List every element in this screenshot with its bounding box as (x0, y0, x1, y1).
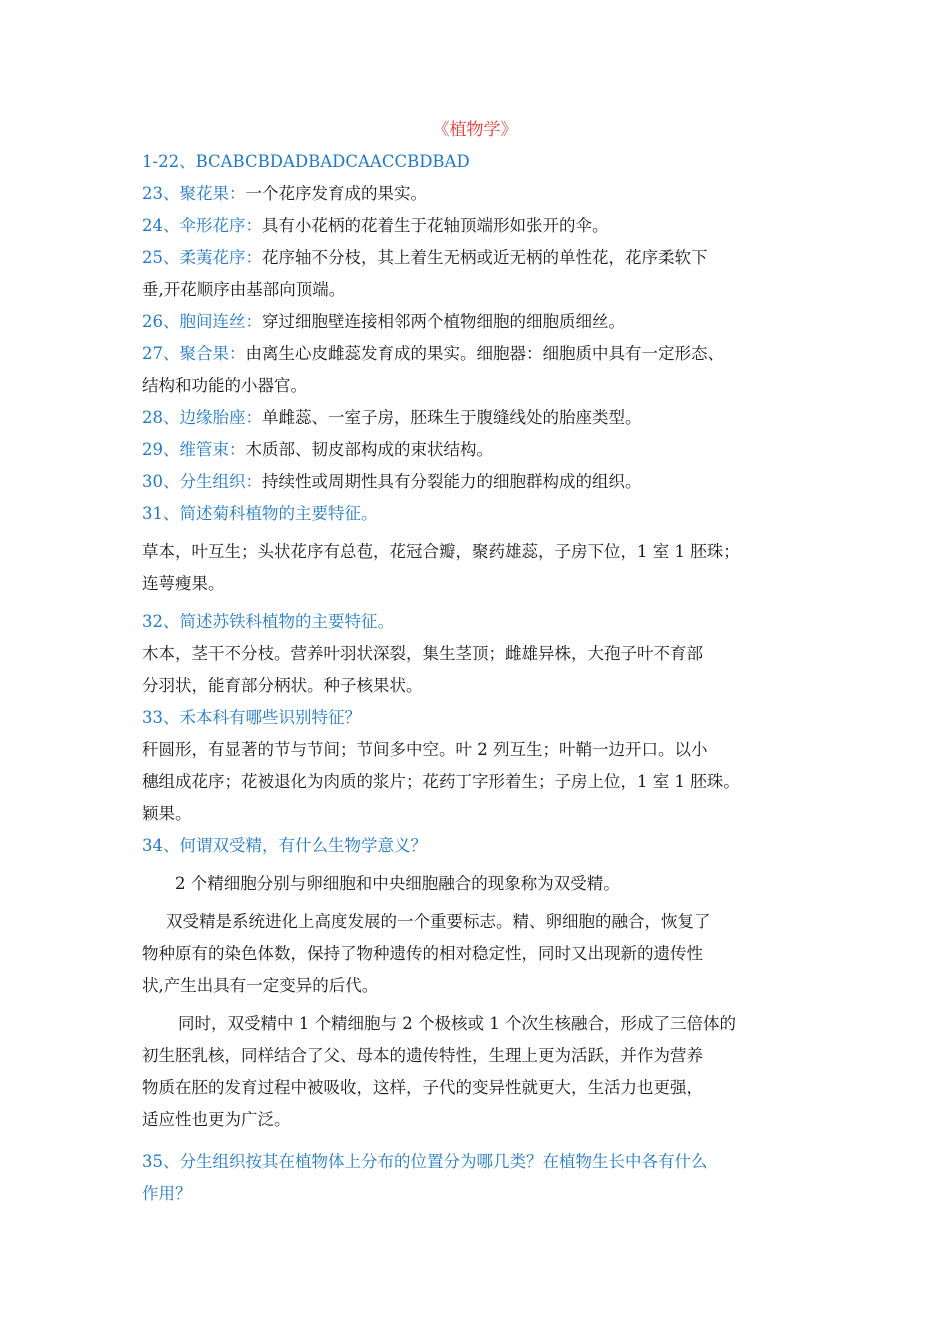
term-26 (142, 306, 822, 338)
term-label: 30、分生组织： (142, 472, 262, 491)
answer-34-paragraph-2-line-3: 状,产生出具有一定变异的后代。 (142, 976, 379, 995)
term-label: 27、聚合果： (142, 344, 246, 363)
answer-33-line-3: 颖果。 (142, 804, 192, 823)
term-25 (142, 242, 822, 274)
answer-32-line-2: 分羽状，能育部分柄状。种子核果状。 (142, 676, 423, 695)
term-definition: 花序轴不分枝，其上着生无柄或近无柄的单性花，花序柔软下 (262, 248, 708, 267)
answer-34-paragraph-3-line-3: 物质在胚的发育过程中被吸收，这样，子代的变异性就更大，生活力也更强， (142, 1078, 703, 1097)
answer-33-line-1: 秆圆形，有显著的节与节间；节间多中空。叶 2 列互生；叶鞘一边开口。以小 (142, 740, 708, 759)
term-definition: 单雌蕊、一室子房，胚珠生于腹缝线处的胎座类型。 (262, 408, 642, 427)
term-25-continued: 垂,开花顺序由基部向顶端。 (142, 280, 346, 299)
term-24 (142, 210, 822, 242)
term-23 (142, 178, 822, 210)
question-32: 32、简述苏铁科植物的主要特征。 (142, 612, 394, 631)
term-label: 26、胞间连丝： (142, 312, 262, 331)
question-33: 33、禾本科有哪些识别特征？ (142, 708, 361, 727)
term-definition: 具有小花柄的花着生于花轴顶端形如张开的伞。 (262, 216, 609, 235)
term-definition: 木质部、韧皮部构成的束状结构。 (245, 440, 493, 459)
answer-34-paragraph-1: 2 个精细胞分别与卵细胞和中央细胞融合的现象称为双受精。 (175, 874, 620, 893)
answer-32-line-1: 木本，茎干不分枝。营养叶羽状深裂，集生茎顶；雌雄异株，大孢子叶不育部 (142, 644, 703, 663)
term-definition: 一个花序发育成的果实。 (245, 184, 427, 203)
term-28 (142, 402, 822, 434)
term-label: 23、聚花果： (142, 184, 246, 203)
term-label: 28、边缘胎座： (142, 408, 262, 427)
term-label: 29、维管束： (142, 440, 246, 459)
term-27-continued: 结构和功能的小器官。 (142, 376, 307, 395)
term-label: 24、伞形花序： (142, 216, 262, 235)
answer-34-paragraph-3-line-4: 适应性也更为广泛。 (142, 1110, 291, 1129)
term-29 (142, 434, 822, 466)
answer-33-line-2: 穗组成花序；花被退化为肉质的浆片；花药丁字形着生；子房上位，1 室 1 胚珠。 (142, 772, 740, 791)
term-27 (142, 338, 822, 370)
question-35-line-1: 35、分生组织按其在植物体上分布的位置分为哪几类？在植物生长中各有什么 (142, 1152, 708, 1171)
document-title: 《植物学》 (432, 120, 518, 140)
term-30 (142, 466, 822, 498)
question-31: 31、简述菊科植物的主要特征。 (142, 504, 378, 523)
answer-34-paragraph-2-line-1: 双受精是系统进化上高度发展的一个重要标志。精、卵细胞的融合，恢复了 (166, 912, 711, 931)
term-definition: 持续性或周期性具有分裂能力的细胞群构成的组织。 (262, 472, 642, 491)
answer-34-paragraph-3-line-1: 同时，双受精中 1 个精细胞与 2 个极核或 1 个次生核融合，形成了三倍体的 (178, 1014, 736, 1033)
term-label: 25、柔荑花序： (142, 248, 262, 267)
document-body (142, 146, 822, 1210)
answer-34-paragraph-3-line-2: 初生胚乳核，同样结合了父、母本的遗传特性，生理上更为活跃，并作为营养 (142, 1046, 703, 1065)
question-34: 34、何谓双受精，有什么生物学意义？ (142, 836, 427, 855)
term-definition: 穿过细胞壁连接相邻两个植物细胞的细胞质细丝。 (262, 312, 625, 331)
answer-31-line-2: 连萼瘦果。 (142, 574, 225, 593)
question-35-line-2: 作用？ (142, 1184, 192, 1203)
answer-34-paragraph-2-line-2: 物种原有的染色体数，保持了物种遗传的相对稳定性，同时又出现新的遗传性 (142, 944, 703, 963)
answer-31-line-1: 草本，叶互生；头状花序有总苞，花冠合瓣，聚药雄蕊，子房下位，1 室 1 胚珠； (142, 542, 740, 561)
answer-multiple-choice: 1-22、BCABCBDADBADCAACCBDBAD (142, 152, 470, 171)
term-definition: 由离生心皮雌蕊发育成的果实。细胞器：细胞质中具有一定形态、 (245, 344, 724, 363)
